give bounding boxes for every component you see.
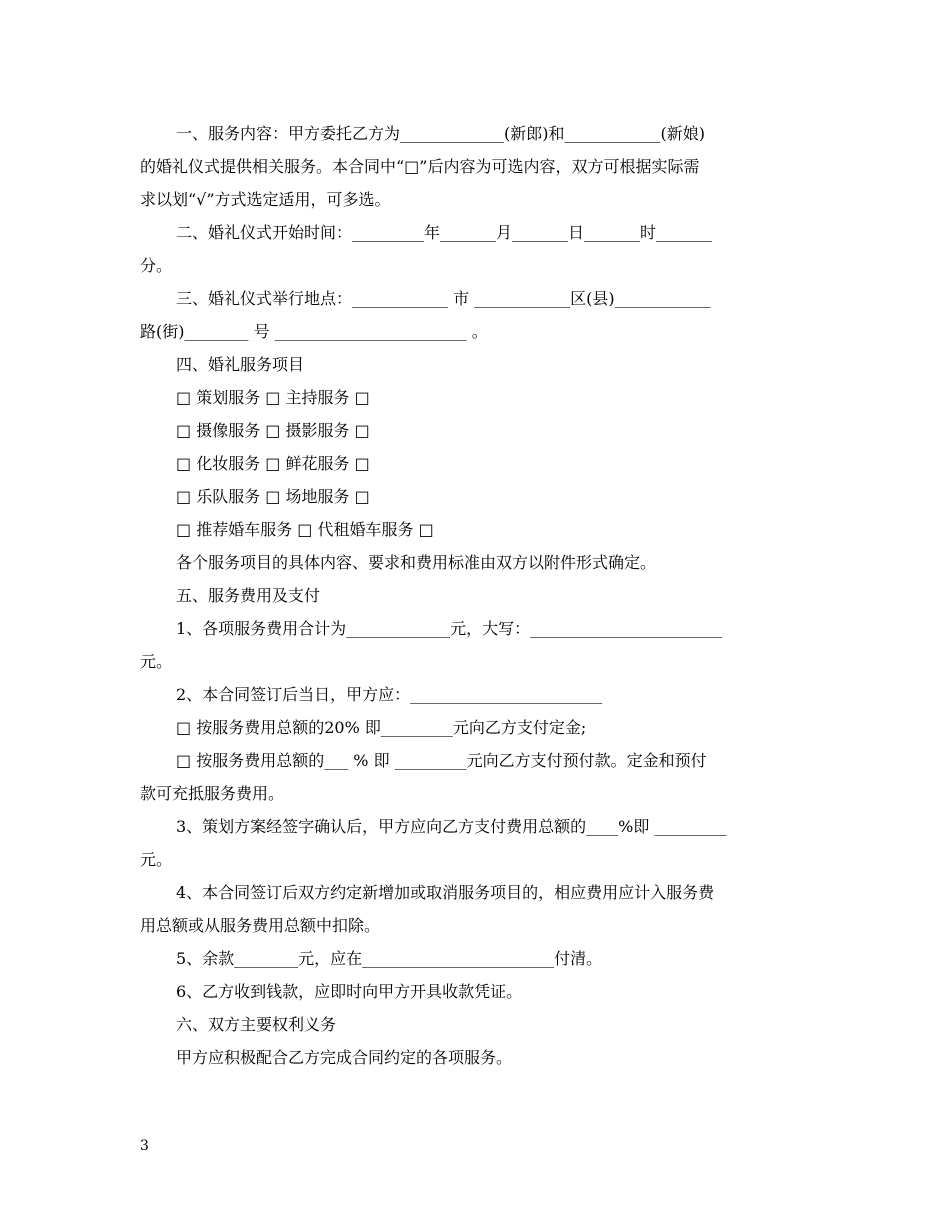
text-line: □ 按服务费用总额的___ % 即 _________元向乙方支付预付款。定金和预付	[176, 751, 707, 770]
section-heading-fees	[140, 579, 812, 612]
text-line: 六、双方主要权利义务	[176, 1015, 337, 1034]
text-line: 1、各项服务费用合计为_____________元，大写：________________________	[176, 619, 723, 638]
page-number: 3	[140, 1138, 149, 1154]
checkbox-row	[140, 414, 812, 447]
clause-fee-total	[140, 612, 812, 678]
option-prepayment	[140, 744, 812, 810]
text-line: 元。	[140, 652, 173, 671]
text-line: 用总额或从服务费用总额中扣除。	[140, 916, 381, 935]
text-line: □ 摄像服务 □ 摄影服务 □	[176, 421, 370, 440]
text-line: 2、本合同签订后当日，甲方应：________________________	[176, 685, 603, 704]
text-line: 5、余款________元，应在________________________付清。	[176, 949, 603, 968]
text-line: 4、本合同签订后双方约定新增加或取消服务项目的，相应费用应计入服务费	[176, 883, 715, 902]
text-line: 三、婚礼仪式举行地点：____________ 市 ____________区(县)____________	[176, 289, 711, 308]
clause-plan-payment	[140, 810, 812, 876]
text-line: 甲方应积极配合乙方完成合同约定的各项服务。	[176, 1048, 513, 1067]
text-line: 各个服务项目的具体内容、要求和费用标准由双方以附件形式确定。	[176, 553, 657, 572]
text-line: □ 推荐婚车服务 □ 代租婚车服务 □	[176, 520, 434, 539]
text-line: 一、服务内容：甲方委托乙方为_____________(新郎)和____________(新娘)	[176, 124, 705, 143]
clause-party-a-duty	[140, 1041, 812, 1074]
text-line: 求以划“√”方式选定适用，可多选。	[140, 190, 391, 209]
text-line: 元。	[140, 850, 173, 869]
text-line: 的婚礼仪式提供相关服务。本合同中“□”后内容为可选内容，双方可根据实际需	[140, 157, 700, 176]
clause-payment-on-signing	[140, 678, 812, 711]
clause-receipt	[140, 975, 812, 1008]
text-line: 二、婚礼仪式开始时间：_________年_______月_______日_______时_______	[176, 223, 713, 242]
service-items-note	[140, 546, 812, 579]
section-heading-service-items	[140, 348, 812, 381]
checkbox-row	[140, 381, 812, 414]
clause-balance	[140, 942, 812, 975]
text-line: 6、乙方收到钱款，应即时向甲方开具收款凭证。	[176, 982, 523, 1001]
contract-body	[140, 117, 812, 1074]
section-heading-rights	[140, 1008, 812, 1041]
text-line: □ 乐队服务 □ 场地服务 □	[176, 487, 370, 506]
clause-ceremony-location	[140, 282, 812, 348]
checkbox-row	[140, 513, 812, 546]
text-line: □ 策划服务 □ 主持服务 □	[176, 388, 370, 407]
clause-service-content	[140, 117, 812, 216]
text-line: 款可充抵服务费用。	[140, 784, 285, 803]
text-line: □ 按服务费用总额的20% 即_________元向乙方支付定金;	[176, 718, 587, 737]
text-line: 分。	[140, 256, 173, 275]
checkbox-row	[140, 480, 812, 513]
text-line: 3、策划方案经签字确认后，甲方应向乙方支付费用总额的____%即 _________	[176, 817, 727, 836]
text-line: 四、婚礼服务项目	[176, 355, 305, 374]
clause-ceremony-time	[140, 216, 812, 282]
clause-service-changes	[140, 876, 812, 942]
text-line: □ 化妆服务 □ 鲜花服务 □	[176, 454, 370, 473]
text-line: 路(街)________ 号 ________________________ 。	[140, 322, 488, 341]
checkbox-row	[140, 447, 812, 480]
option-deposit	[140, 711, 812, 744]
text-line: 五、服务费用及支付	[176, 586, 321, 605]
